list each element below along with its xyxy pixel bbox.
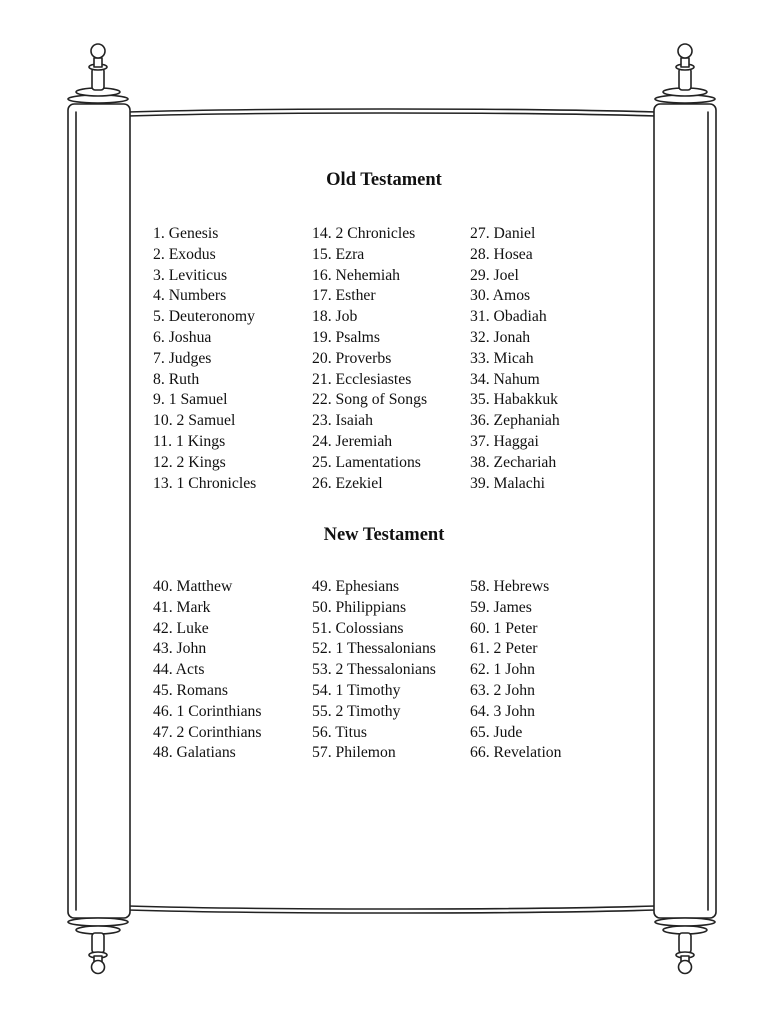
book-entry: 55. 2 Timothy xyxy=(312,702,401,720)
book-entry: 53. 2 Thessalonians xyxy=(312,661,436,679)
book-entry: 43. John xyxy=(153,640,207,658)
book-entry: 12. 2 Kings xyxy=(153,453,226,471)
book-entry: 58. Hebrews xyxy=(470,578,550,595)
book-entry: 22. Song of Songs xyxy=(312,391,428,409)
book-entry: 45. Romans xyxy=(153,681,228,699)
book-entry: 37. Haggai xyxy=(470,432,539,450)
book-entry: 28. Hosea xyxy=(470,245,533,263)
book-entry: 10. 2 Samuel xyxy=(153,412,236,430)
book-entry: 42. Luke xyxy=(153,619,209,637)
book-entry: 54. 1 Timothy xyxy=(312,681,401,699)
book-entry: 20. Proverbs xyxy=(312,349,392,367)
book-entry: 11. 1 Kings xyxy=(153,432,226,450)
book-entry: 1. Genesis xyxy=(153,225,219,242)
book-entry: 49. Ephesians xyxy=(312,578,400,595)
book-entry: 34. Nahum xyxy=(470,370,540,388)
book-entry: 59. James xyxy=(470,598,532,616)
book-entry: 25. Lamentations xyxy=(312,453,421,471)
old-testament-column-3 xyxy=(470,224,560,494)
book-entry: 56. Titus xyxy=(312,723,367,741)
book-entry: 51. Colossians xyxy=(312,619,404,637)
book-entry: 50. Philippians xyxy=(312,598,407,616)
book-entry: 6. Joshua xyxy=(153,328,212,346)
book-entry: 31. Obadiah xyxy=(470,308,547,326)
book-entry: 63. 2 John xyxy=(470,681,535,699)
book-entry: 40. Matthew xyxy=(153,578,233,595)
book-entry: 3. Leviticus xyxy=(153,266,228,284)
book-entry: 19. Psalms xyxy=(312,328,380,346)
book-entry: 14. 2 Chronicles xyxy=(312,225,416,242)
book-entry: 64. 3 John xyxy=(470,702,535,720)
book-entry: 41. Mark xyxy=(153,598,211,616)
book-entry: 35. Habakkuk xyxy=(470,391,559,409)
book-entry: 61. 2 Peter xyxy=(470,640,538,658)
right-roller xyxy=(654,44,716,974)
book-entry: 65. Jude xyxy=(470,723,523,741)
book-entry: 60. 1 Peter xyxy=(470,619,538,637)
book-entry: 44. Acts xyxy=(153,661,205,679)
book-entry: 21. Ecclesiastes xyxy=(312,370,412,388)
book-entry: 48. Galatians xyxy=(153,744,236,762)
book-entry: 52. 1 Thessalonians xyxy=(312,640,436,658)
book-entry: 27. Daniel xyxy=(470,225,536,242)
new-testament-column-1 xyxy=(153,577,262,764)
book-entry: 57. Philemon xyxy=(312,744,396,762)
book-entry: 62. 1 John xyxy=(470,661,535,679)
old-testament-column-2 xyxy=(312,224,427,494)
book-entry: 13. 1 Chronicles xyxy=(153,474,257,492)
book-entry: 8. Ruth xyxy=(153,370,200,388)
left-roller xyxy=(68,44,130,974)
book-entry: 38. Zechariah xyxy=(470,453,557,471)
book-entry: 9. 1 Samuel xyxy=(153,391,228,409)
book-entry: 26. Ezekiel xyxy=(312,474,383,492)
book-entry: 24. Jeremiah xyxy=(312,432,393,450)
book-entry: 7. Judges xyxy=(153,349,212,367)
book-entry: 29. Joel xyxy=(470,266,519,284)
book-entry: 47. 2 Corinthians xyxy=(153,723,262,741)
book-entry: 33. Micah xyxy=(470,349,534,367)
book-entry: 4. Numbers xyxy=(153,287,227,305)
book-entry: 32. Jonah xyxy=(470,328,531,346)
new-testament-column-3 xyxy=(470,577,562,764)
book-entry: 36. Zephaniah xyxy=(470,412,560,430)
book-entry: 46. 1 Corinthians xyxy=(153,702,262,720)
book-entry: 39. Malachi xyxy=(470,474,545,492)
book-entry: 18. Job xyxy=(312,308,358,326)
old-testament-column-1 xyxy=(153,224,256,494)
new-testament-heading: New Testament xyxy=(323,525,445,545)
book-entry: 17. Esther xyxy=(312,287,376,305)
old-testament-heading: Old Testament xyxy=(326,170,442,190)
book-entry: 16. Nehemiah xyxy=(312,266,400,284)
book-entry: 23. Isaiah xyxy=(312,412,373,430)
book-entry: 15. Ezra xyxy=(312,245,365,263)
book-entry: 66. Revelation xyxy=(470,744,562,762)
book-entry: 30. Amos xyxy=(470,287,531,305)
new-testament-column-2 xyxy=(312,577,436,764)
book-entry: 2. Exodus xyxy=(153,245,216,263)
book-entry: 5. Deuteronomy xyxy=(153,308,255,326)
